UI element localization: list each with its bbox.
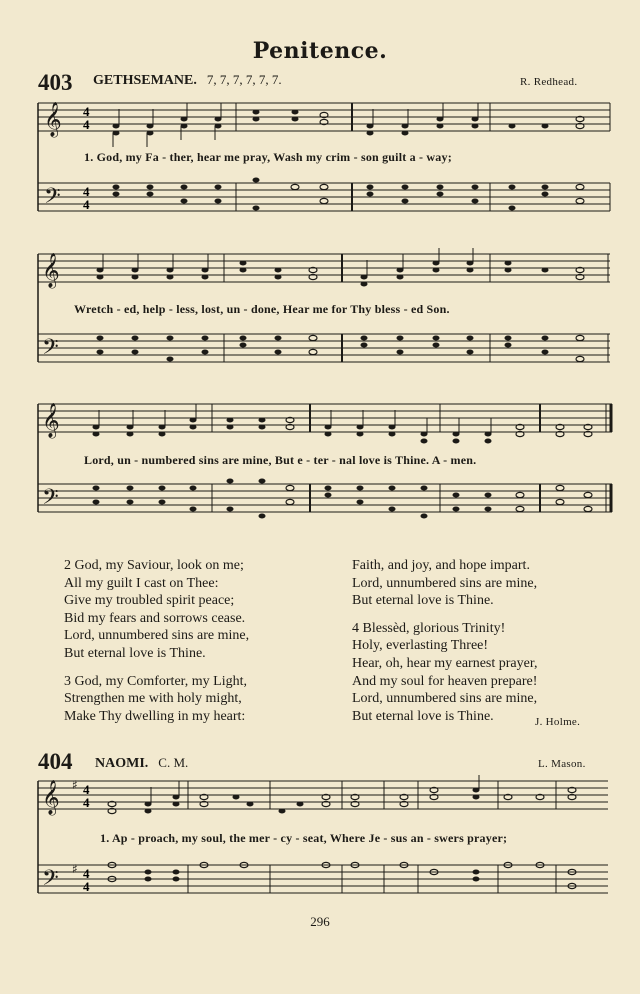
stanza-line: But eternal love is Thine.	[64, 645, 206, 661]
stanza-line: Lord, unnumbered sins are mine,	[64, 628, 250, 644]
stanza-4	[352, 620, 612, 726]
music-system-2	[0, 246, 640, 396]
tune-name: GETHSEMANE.	[93, 73, 197, 88]
svg-text:4: 4	[83, 866, 90, 881]
svg-text:4: 4	[83, 879, 90, 894]
lyric-line-3: Lord, un - numbered sins are mine, But e - ter - nal love is Thine. A - men.	[84, 453, 477, 467]
tune-line-403	[93, 72, 282, 89]
svg-text:𝄢: 𝄢	[42, 335, 59, 365]
hymn-number: 403	[38, 70, 73, 95]
svg-text:4: 4	[83, 184, 90, 199]
stanza-line: Hear, oh, hear my earnest prayer,	[352, 655, 538, 671]
stanza-line: 4 Blessèd, glorious Trinity!	[352, 620, 506, 636]
svg-text:4: 4	[83, 795, 90, 810]
svg-text:4: 4	[83, 104, 90, 119]
stanza-line: Faith, and joy, and hope impart.	[352, 558, 530, 573]
composer: L. Mason.	[538, 758, 586, 770]
svg-text:♯: ♯	[72, 778, 78, 792]
svg-text:4: 4	[83, 197, 90, 212]
lyric-line-2: Wretch - ed, help - less, lost, un - done, Hear me for Thy bless - ed Son.	[74, 302, 450, 316]
stanza-line: All my guilt I cast on Thee:	[64, 575, 219, 591]
stanza-line: Strengthen me with holy might,	[64, 691, 242, 707]
svg-text:𝄞: 𝄞	[42, 780, 60, 815]
stanza-line: Lord, unnumbered sins are mine,	[352, 575, 538, 591]
stanza-3-cont	[352, 557, 612, 610]
stanza-line: And my soul for heaven prepare!	[352, 673, 538, 689]
stanzas-right	[352, 557, 612, 725]
music-system-1	[0, 95, 640, 245]
music-system-3	[0, 396, 640, 546]
svg-text:𝄞: 𝄞	[44, 102, 62, 137]
svg-text:4: 4	[83, 117, 90, 132]
svg-text:𝄢: 𝄢	[42, 866, 59, 896]
lyric-line-1: 1. God, my Fa - ther, hear me pray, Wash my crim - son guilt a - way;	[84, 150, 452, 164]
tune-name: NAOMI.	[95, 756, 149, 771]
lyric-line-4: 1. Ap - proach, my soul, the mer - cy - seat, Where Je - sus an - swers prayer;	[100, 831, 508, 845]
svg-text:𝄞: 𝄞	[42, 253, 60, 288]
section-title: Penitence.	[252, 38, 388, 64]
svg-text:𝄢: 𝄢	[44, 184, 61, 214]
stanza-line: But eternal love is Thine.	[352, 708, 494, 724]
stanza-line: 2 God, my Saviour, look on me;	[64, 558, 244, 573]
svg-text:𝄢: 𝄢	[42, 485, 59, 515]
meter: 7, 7, 7, 7, 7, 7.	[206, 72, 282, 87]
stanza-line: Make Thy dwelling in my heart:	[64, 708, 246, 724]
stanza-line: Holy, everlasting Three!	[352, 638, 489, 654]
stanza-line: Lord, unnumbered sins are mine,	[352, 691, 538, 707]
stanza-line: Bid my fears and sorrows cease.	[64, 610, 246, 626]
stanza-line: But eternal love is Thine.	[352, 593, 494, 609]
stanza-3	[64, 673, 334, 726]
page-number: 296	[310, 914, 330, 929]
svg-text:𝄞: 𝄞	[42, 403, 60, 438]
composer: R. Redhead.	[520, 76, 578, 88]
stanza-2	[64, 557, 334, 663]
svg-text:4: 4	[83, 782, 90, 797]
stanza-line: Give my troubled spirit peace;	[64, 593, 235, 609]
meter: C. M.	[158, 755, 189, 770]
hymn-header-403	[38, 70, 73, 96]
hymn-header-404	[38, 749, 73, 775]
stanza-line: 3 God, my Comforter, my Light,	[64, 673, 247, 689]
tune-line-404	[95, 755, 188, 772]
svg-text:♯: ♯	[72, 862, 78, 876]
hymn-number: 404	[38, 749, 73, 774]
stanzas-left	[64, 557, 334, 725]
text-author: J. Holme.	[535, 716, 581, 728]
